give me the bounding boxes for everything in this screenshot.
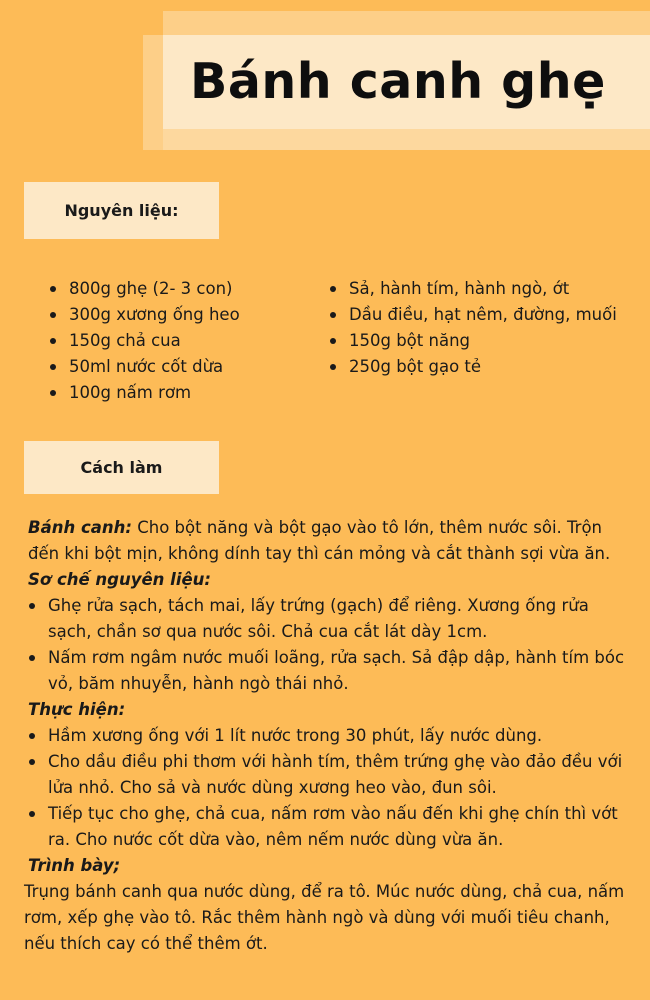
list-item: Hầm xương ống với 1 lít nước trong 30 phút, lấy nước dùng. [24,723,628,749]
list-item: 50ml nước cốt dừa [48,354,308,380]
ingredients-label: Nguyên liệu: [24,182,219,239]
list-item: Dầu điều, hạt nêm, đường, muối [328,302,618,328]
list-item: Sả, hành tím, hành ngò, ớt [328,276,618,302]
so-che-heading: Sơ chế nguyên liệu: [28,570,212,589]
list-item: 250g bột gạo tẻ [328,354,618,380]
banh-canh-heading: Bánh canh: [28,518,132,537]
trinh-bay-heading: Trình bày; [28,856,121,875]
method-label: Cách làm [24,441,219,494]
thuc-hien-list [24,723,628,853]
list-item: 800g ghẹ (2- 3 con) [48,276,308,302]
list-item: Cho dầu điều phi thơm với hành tím, thêm trứng ghẹ vào đảo đều với lửa nhỏ. Cho sả và nước dùng xương heo vào, đun sôi. [24,749,628,801]
ingredients-list-right [328,276,618,380]
so-che-list [24,593,628,697]
page-title: Bánh canh ghẹ [190,53,606,110]
list-item: 100g nấm rơm [48,380,308,406]
list-item: Nấm rơm ngâm nước muối loãng, rửa sạch. Sả đập dập, hành tím bóc vỏ, băm nhuyễn, hành ngò thái nhỏ. [24,645,628,697]
method-section [24,515,628,957]
banh-canh-paragraph [24,515,628,567]
thuc-hien-heading: Thực hiện: [28,700,126,719]
list-item: 300g xương ống heo [48,302,308,328]
trinh-bay-text: Trụng bánh canh qua nước dùng, để ra tô. Múc nước dùng, chả cua, nấm rơm, xếp ghẹ vào tô. Rắc thêm hành ngò và dùng với muối tiêu chanh, nếu thích cay có thể thêm ớt. [24,882,625,953]
list-item: Tiếp tục cho ghẹ, chả cua, nấm rơm vào nấu đến khi ghẹ chín thì vớt ra. Cho nước cốt dừa vào, nêm nếm nước dùng vừa ăn. [24,801,628,853]
list-item: 150g chả cua [48,328,308,354]
banh-canh-text: Cho bột năng và bột gạo vào tô lớn, thêm nước sôi. Trộn đến khi bột mịn, không dính tay thì cán mỏng và cắt thành sợi vừa ăn. [28,518,611,563]
list-item: Ghẹ rửa sạch, tách mai, lấy trứng (gạch) để riêng. Xương ống rửa sạch, chần sơ qua nước sôi. Chả cua cắt lát dày 1cm. [24,593,628,645]
list-item: 150g bột năng [328,328,618,354]
ingredients-list-left [48,276,308,406]
